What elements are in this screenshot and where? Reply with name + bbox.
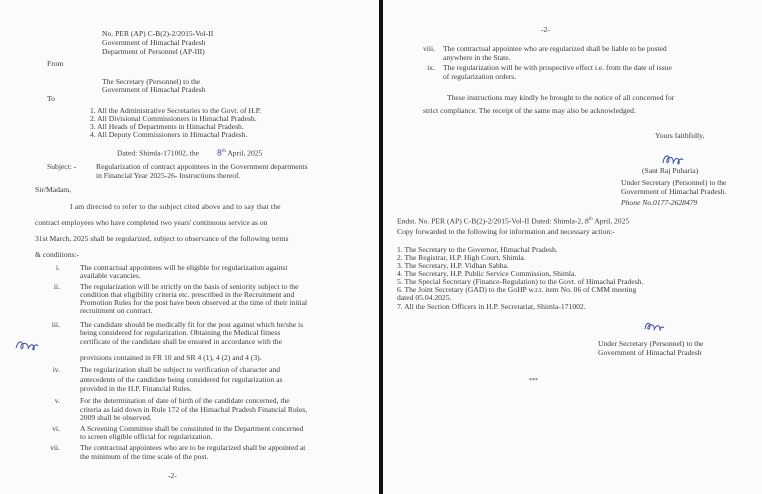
- condition-line: certificate of the candidate shall be ensured in accordance with the: [80, 337, 282, 346]
- condition-number: v.: [54, 396, 60, 405]
- copy-list-item: 3. The Secretary, H.P. Vidhan Sabha.: [397, 261, 509, 270]
- condition-line: The contractual appointee who are regularized shall be liable to be posted: [443, 44, 667, 53]
- condition-line: For the determination of date of birth of the candidate concerned, the: [80, 396, 290, 405]
- copy-list-item: 5. The Special Secretary (Finance-Regulation) to the Govt. of Himachal Pradesh.: [397, 277, 644, 286]
- signature: [661, 151, 685, 167]
- reference-number: No. PER (AP) C-B(2)-2/2015-Vol-II: [102, 29, 214, 38]
- condition-line: The regularization shall be subject to verification of character and: [80, 365, 281, 374]
- endorsement-line: [397, 215, 629, 226]
- copy-list-item: 2. The Registrar, H.P. High Court, Shimla.: [397, 253, 526, 262]
- page-number: -2-: [541, 25, 550, 34]
- condition-line: anywhere in the State.: [443, 53, 511, 62]
- copy-list-item: 1. The Secretary to the Governor, Himachal Pradesh.: [397, 245, 558, 254]
- to-item: 1. All the Administrative Secretaries to the Govt. of H.P.: [90, 106, 262, 115]
- condition-line: antecedents of the candidate being considered for regularization as: [80, 375, 283, 384]
- copy-list-item: 4. The Secretary, H.P. Public Service Commission, Shimla.: [397, 269, 577, 278]
- endorsement-date: Shimla-2, 8: [553, 216, 589, 226]
- condition-number: viii.: [422, 44, 435, 53]
- page-number: -2-: [168, 471, 177, 480]
- dated-month: April, 2025: [227, 148, 263, 158]
- condition-line: being considered for regularization. Obtaining the Medical fitness: [80, 328, 281, 337]
- signatory-name: (Sant Raj Puharia): [642, 166, 699, 175]
- to-label: To: [47, 94, 55, 103]
- salutation: Sir/Madam,: [35, 185, 72, 194]
- end-mark: ***: [529, 378, 538, 384]
- subject-label: Subject: -: [47, 162, 77, 171]
- subject-line-1: Regularization of contract appointees in the Government departments: [96, 162, 308, 171]
- condition-line: criteria as laid down in Rule 172 of the Himachal Pradesh Financial Rules,: [80, 405, 308, 414]
- condition-line: provisions contained in FR 10 and SR 4 (1), 4 (2) and 4 (3).: [80, 353, 262, 362]
- copy-list-item: 6. The Joint Secretary (GAD) to the GoHP w.r.t. item No. 06 of CMM meeting: [397, 285, 637, 294]
- condition-line: to screen eligible official for regularization.: [80, 432, 213, 441]
- condition-number: i.: [55, 263, 60, 272]
- to-item: 4. All Deputy Commissioners in Himachal Pradesh.: [90, 130, 248, 139]
- letter-page-left: [0, 0, 379, 494]
- condition-number: iv.: [52, 365, 60, 374]
- condition-line: provided in the H.P. Financial Rules.: [80, 384, 192, 393]
- condition-line: available vacancies.: [80, 271, 141, 280]
- instruction-line: strict compliance. The receipt of the same may also be acknowledged.: [423, 106, 636, 115]
- condition-line: The contractual appointees who are to be regularized shall be appointed at: [80, 443, 306, 452]
- signature-initials: [643, 319, 665, 333]
- phone-number: Phone No.0177-2628479: [621, 198, 698, 207]
- condition-line: condition that eligibility criteria etc. prescribed in the Recruitment and: [80, 290, 295, 299]
- condition-line: The candidate should be medically fit for the post against which he/she is: [80, 320, 304, 329]
- signatory-title-2: Government of Himachal Pradesh.: [621, 187, 727, 196]
- condition-number: ix.: [427, 63, 435, 72]
- condition-line: 2009 shall be observed.: [80, 413, 152, 422]
- body-line: I am directed to refer to the subject cited above and to say that the: [70, 202, 281, 211]
- issuing-department: Department of Personnel (AP-III): [102, 47, 205, 56]
- letter-page-right: [383, 0, 762, 494]
- to-item: 3. All Heads of Departments in Himachal Pradesh.: [90, 122, 244, 131]
- condition-number: ii.: [53, 282, 60, 291]
- to-item: 2. All Divisional Commissioners in Himachal Pradesh.: [90, 114, 257, 123]
- dated-line: [117, 147, 262, 158]
- condition-line: recruitment on contract.: [80, 306, 153, 315]
- condition-number: vii.: [50, 443, 60, 452]
- handwritten-day-suffix: th: [221, 149, 226, 154]
- signatory-title-2: Government of Himachal Pradesh: [598, 348, 702, 357]
- closing: Yours faithfully,: [655, 131, 705, 140]
- signatory-title-1: Under Secretary (Personnel) to the: [621, 178, 727, 187]
- condition-line: of regularization orders.: [443, 72, 517, 81]
- handwritten-day: 8: [216, 148, 222, 158]
- subject-line-2: in Financial Year 2025-26- Instructions thereof.: [96, 171, 241, 180]
- handwritten-day-suffix: th: [588, 217, 593, 222]
- condition-line: the minimum of the time scale of the post.: [80, 452, 209, 461]
- condition-line: The regularization will be strictly on the basis of seniority subject to the: [80, 282, 299, 291]
- condition-line: The regularization will be with prospective effect i.e. from the date of issue: [443, 63, 672, 72]
- copy-forwarded-line: Copy forwarded to the following for information and necessary action:-: [397, 227, 615, 236]
- body-line: contract employees who have completed two years' continuous service as on: [35, 218, 268, 227]
- issuing-government: Government of Himachal Pradesh: [102, 38, 206, 47]
- from-line-2: Government of Himachal Pradesh: [102, 85, 206, 94]
- dated-text: Dated: Shimla-171002, the: [117, 148, 200, 158]
- instruction-line: These instructions may kindly be brought to the notice of all concerned for: [447, 93, 675, 102]
- from-line-1: The Secretary (Personnel) to the: [102, 77, 201, 86]
- condition-line: The contractual appointees will be eligible for regularization against: [80, 263, 288, 272]
- copy-list-item: 7. All the Section Officers in H.P. Secretariat, Shimla-171002.: [397, 302, 586, 311]
- body-line: & conditions:-: [35, 250, 80, 259]
- condition-number: iii.: [51, 320, 60, 329]
- body-line: 31st March, 2025 shall be regularized, subject to observance of the following terms: [35, 234, 289, 243]
- copy-list-item: dated 05.04.2025.: [397, 293, 452, 302]
- signatory-title-1: Under Secretary (Personnel) to the: [598, 339, 704, 348]
- condition-line: Promotion Rules for the post have been observed at the time of their initial: [80, 298, 308, 307]
- condition-number: vi.: [52, 424, 60, 433]
- condition-line: A Screening Committee shall be constituted in the Department concerned: [80, 424, 304, 433]
- endorsement-ref: Endst. No. PER (AP) C-B(2)-2/2015-Vol-II Dated:: [397, 216, 552, 226]
- from-label: From: [47, 59, 64, 68]
- margin-initials-signature: [14, 338, 40, 352]
- endorsement-month: April, 2025: [594, 216, 630, 226]
